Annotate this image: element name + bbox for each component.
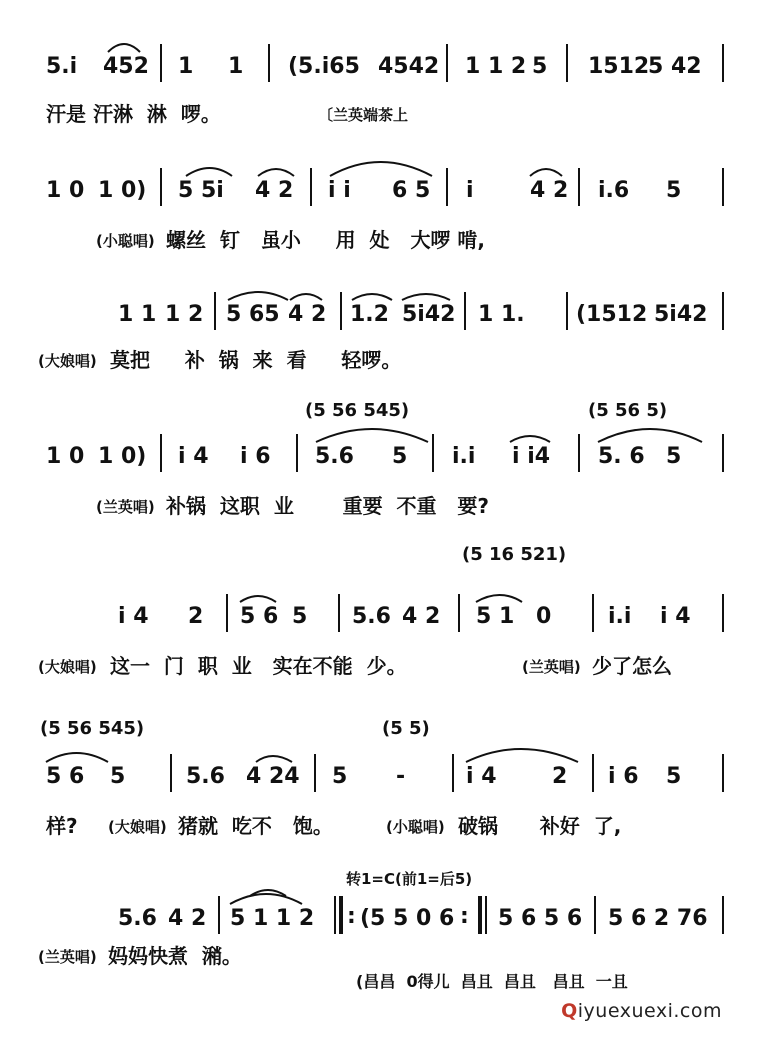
role-label: (兰英唱) bbox=[522, 658, 581, 676]
barline bbox=[432, 434, 434, 472]
barline bbox=[310, 168, 312, 206]
note-group: (1512 bbox=[576, 302, 648, 327]
note-group: i.6 bbox=[598, 178, 630, 203]
note-group: 5 bbox=[392, 444, 408, 469]
note-group: i 4 bbox=[466, 764, 497, 789]
note-group: 5.6 bbox=[315, 444, 354, 469]
lyric: 猪就 吃不 饱。 bbox=[178, 814, 333, 838]
note-group: 5 1 1 2 bbox=[230, 906, 315, 931]
barline bbox=[160, 434, 162, 472]
note-group: 6 5 bbox=[392, 178, 431, 203]
barline bbox=[592, 594, 594, 632]
note-group: 5i42 bbox=[402, 302, 456, 327]
note-group: (5 5 0 6 bbox=[360, 906, 455, 931]
note-group: 5 6 2 76 bbox=[608, 906, 708, 931]
note-group: 5i42 bbox=[654, 302, 708, 327]
watermark-prefix: Q bbox=[561, 1000, 578, 1022]
lyric: 这一 门 职 业 实在不能 少。 bbox=[110, 654, 407, 678]
note-group: 5 6 5 6 bbox=[498, 906, 583, 931]
note-group: 4 24 bbox=[246, 764, 300, 789]
note-group: 5 bbox=[292, 604, 308, 629]
note-group: 5 5i bbox=[178, 178, 224, 203]
role-label: (兰英唱) bbox=[96, 498, 155, 516]
watermark bbox=[561, 1000, 722, 1022]
note-group: 1512 bbox=[588, 54, 650, 79]
barline bbox=[340, 292, 342, 330]
barline bbox=[446, 168, 448, 206]
note-group: 1.2 bbox=[350, 302, 389, 327]
role-label: (大娘唱) bbox=[108, 818, 167, 836]
barline bbox=[578, 434, 580, 472]
barline bbox=[226, 594, 228, 632]
barline bbox=[722, 896, 724, 934]
note-group: 5.i bbox=[46, 54, 78, 79]
barline bbox=[464, 292, 466, 330]
note-group: 1 0 bbox=[46, 178, 85, 203]
note-group: 4542 bbox=[378, 54, 440, 79]
barline bbox=[592, 754, 594, 792]
lyric: 少了怎么 bbox=[592, 654, 672, 678]
barline bbox=[214, 292, 216, 330]
note-group: 5 bbox=[332, 764, 348, 789]
lyric: 补锅 这职 业 重要 不重 要? bbox=[166, 494, 490, 518]
note-group: 5 42 bbox=[648, 54, 702, 79]
note-group: i.i bbox=[452, 444, 476, 469]
note-group: - bbox=[396, 764, 406, 789]
role-label: (大娘唱) bbox=[38, 352, 97, 370]
barline bbox=[314, 754, 316, 792]
barline bbox=[446, 44, 448, 82]
percussion-line: (昌昌 0得儿 昌且 昌且 昌且 一且 bbox=[356, 972, 628, 991]
note-group: i 4 bbox=[178, 444, 209, 469]
note-group: 5 65 bbox=[226, 302, 280, 327]
double-barline bbox=[334, 896, 336, 934]
barline bbox=[722, 594, 724, 632]
note-group: 5.6 bbox=[352, 604, 391, 629]
note-group: i 4 bbox=[118, 604, 149, 629]
note-group: 1 1 bbox=[118, 302, 157, 327]
barline bbox=[722, 292, 724, 330]
note-group: 5. 6 bbox=[598, 444, 645, 469]
note-group: i i4 bbox=[512, 444, 551, 469]
double-barline bbox=[478, 896, 482, 934]
note-group: 4 2 bbox=[255, 178, 294, 203]
barline bbox=[722, 168, 724, 206]
note-group: 5 bbox=[666, 764, 682, 789]
note-group: 5.6 bbox=[186, 764, 225, 789]
repeat-sign: : bbox=[347, 904, 356, 929]
note-group: 4 2 bbox=[530, 178, 569, 203]
prelude-notes: (5 5) bbox=[382, 718, 430, 739]
note-group: 4 2 bbox=[402, 604, 441, 629]
key-modulation: 转1=C(前1=后5) bbox=[346, 870, 473, 888]
note-group: 5 6 bbox=[240, 604, 279, 629]
barline bbox=[722, 754, 724, 792]
prelude-notes: (5 16 521) bbox=[462, 544, 567, 565]
role-label: (大娘唱) bbox=[38, 658, 97, 676]
note-group: 1 bbox=[228, 54, 244, 79]
note-group: 1 0 bbox=[46, 444, 85, 469]
barline bbox=[722, 44, 724, 82]
note-group: i.i bbox=[608, 604, 632, 629]
barline bbox=[338, 594, 340, 632]
barline bbox=[160, 44, 162, 82]
note-group: i i bbox=[328, 178, 351, 203]
note-group: 5.6 bbox=[118, 906, 157, 931]
prelude-notes: (5 56 5) bbox=[588, 400, 668, 421]
lyric: 样? bbox=[46, 814, 78, 838]
barline bbox=[566, 292, 568, 330]
note-group: 5 6 bbox=[46, 764, 85, 789]
double-barline bbox=[485, 896, 487, 934]
barline bbox=[458, 594, 460, 632]
note-group: 0 bbox=[536, 604, 552, 629]
lyric: 螺丝 钉 虽小 用 处 大啰 啃, bbox=[166, 228, 486, 252]
note-group: 452 bbox=[103, 54, 149, 79]
stage-direction: 〔兰英端茶上 bbox=[318, 106, 409, 124]
note-group: 4 2 bbox=[288, 302, 327, 327]
note-group: i 4 bbox=[660, 604, 691, 629]
note-group: 5 1 bbox=[476, 604, 515, 629]
note-group: 1 2 bbox=[165, 302, 204, 327]
lyric: 汗是 汗淋 淋 啰。 bbox=[46, 102, 221, 126]
lyric: 莫把 补 锅 来 看 轻啰。 bbox=[110, 348, 402, 372]
note-group: 5 bbox=[666, 178, 682, 203]
note-group: i 6 bbox=[608, 764, 639, 789]
barline bbox=[452, 754, 454, 792]
note-group: 1 bbox=[178, 54, 194, 79]
note-group: 4 2 bbox=[168, 906, 207, 931]
note-group: 1 1. bbox=[478, 302, 525, 327]
note-group: 2 bbox=[188, 604, 204, 629]
barline bbox=[566, 44, 568, 82]
role-label: (兰英唱) bbox=[38, 948, 97, 966]
note-group: (5.i65 bbox=[288, 54, 360, 79]
double-barline bbox=[339, 896, 343, 934]
note-group: 1 1 2 bbox=[465, 54, 527, 79]
role-label: (小聪唱) bbox=[96, 232, 155, 250]
barline bbox=[218, 896, 220, 934]
barline bbox=[578, 168, 580, 206]
barline bbox=[268, 44, 270, 82]
role-label: (小聪唱) bbox=[386, 818, 445, 836]
note-group: 5 bbox=[110, 764, 126, 789]
barline bbox=[594, 896, 596, 934]
note-group: 5 bbox=[666, 444, 682, 469]
note-group: 1 0) bbox=[98, 178, 147, 203]
note-group: 1 0) bbox=[98, 444, 147, 469]
note-group: i bbox=[466, 178, 474, 203]
barline bbox=[296, 434, 298, 472]
barline bbox=[170, 754, 172, 792]
repeat-sign: : bbox=[460, 904, 469, 929]
watermark-text: iyuexuexi.com bbox=[577, 1000, 722, 1022]
lyric: 破锅 补好 了, bbox=[458, 814, 622, 838]
barline bbox=[722, 434, 724, 472]
note-group: 5 bbox=[532, 54, 548, 79]
lyric: 妈妈快煮 潲。 bbox=[108, 944, 242, 968]
note-group: i 6 bbox=[240, 444, 271, 469]
prelude-notes: (5 56 545) bbox=[40, 718, 145, 739]
prelude-notes: (5 56 545) bbox=[305, 400, 410, 421]
barline bbox=[160, 168, 162, 206]
note-group: 2 bbox=[552, 764, 568, 789]
